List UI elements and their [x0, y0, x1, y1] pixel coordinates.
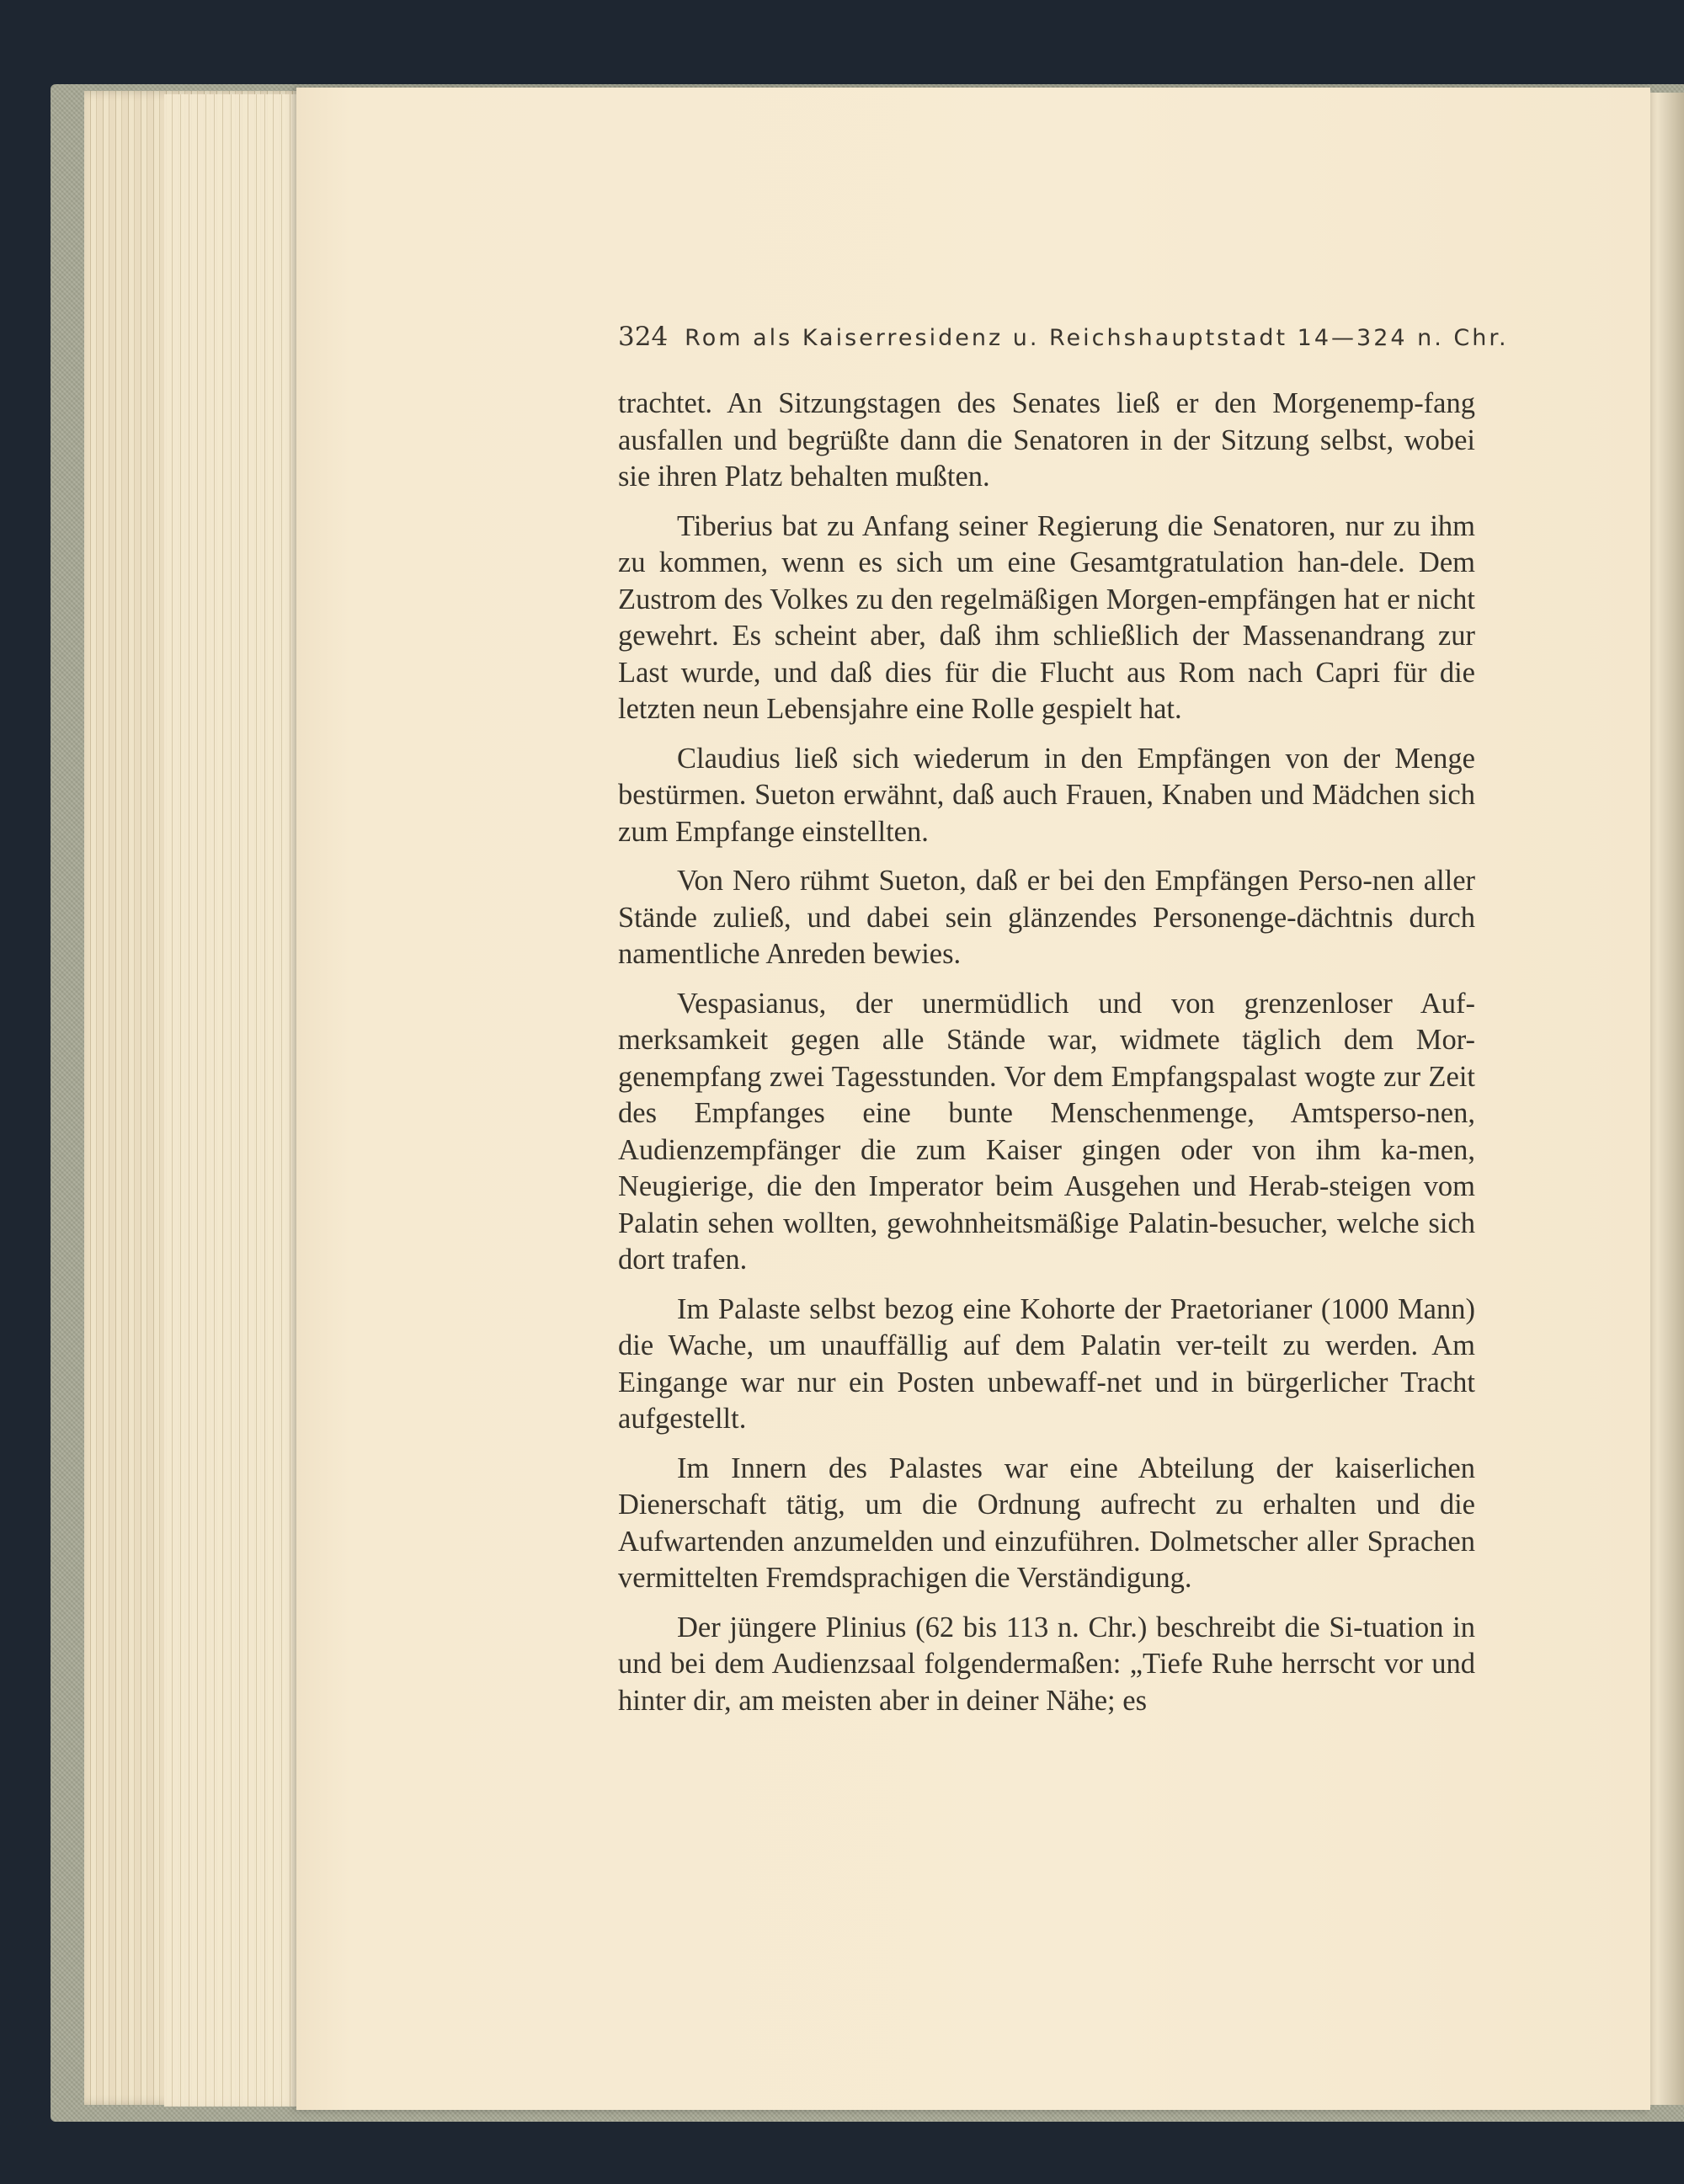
body-text: [618, 386, 1475, 1732]
page-number: 324: [618, 322, 669, 352]
paragraph: trachtet. An Sitzungstagen des Senates ließ er den Morgenemp-fang ausfallen und begrüßte dann die Senatoren in der Sitzung selbst, wobei sie ihren Platz behalten mußten.: [618, 387, 1475, 493]
running-title: Rom als Kaiserresidenz u. Reichshauptstadt 14—324 n. Chr.: [685, 325, 1509, 351]
paragraph: Tiberius bat zu Anfang seiner Regierung die Senatoren, nur zu ihm zu kommen, wenn es sich um eine Gesamtgratulation han-dele. Dem Zustrom des Volkes zu den regelmäßigen Morgen-empfängen hat er nicht gewehrt. Es scheint aber, daß ihm schließlich der Massenandrang zur Last wurde, und daß dies für die Flucht aus Rom nach Capri für die letzten neun Lebensjahre eine Rolle gespielt hat.: [618, 509, 1475, 725]
paragraph: Im Palaste selbst bezog eine Kohorte der Praetorianer (1000 Mann) die Wache, um unauffällig auf dem Palatin ver-teilt zu werden. Am Eingange war nur ein Posten unbewaff-net und in bürgerlicher Tracht aufgestellt.: [618, 1292, 1475, 1435]
page-header: [618, 322, 1509, 359]
paragraph: Von Nero rühmt Sueton, daß er bei den Empfängen Perso-nen aller Stände zuließ, und dabei sein glänzendes Personenge-dächtnis durch namentliche Anreden bewies.: [618, 865, 1475, 970]
paragraph: Claudius ließ sich wiederum in den Empfängen von der Menge bestürmen. Sueton erwähnt, daß auch Frauen, Knaben und Mädchen sich zum Empfange einstellten.: [618, 742, 1475, 848]
page-edges-inner: [164, 94, 312, 2107]
paragraph: Im Innern des Palastes war eine Abteilung der kaiserlichen Dienerschaft tätig, um die Ordnung aufrecht zu erhalten und die Aufwartenden anzumelden und einzuführen. Dolmetscher aller Sprachen vermittelten Fremdsprachigen die Verständigung.: [618, 1452, 1475, 1594]
paragraph: Vespasianus, der unermüdlich und von grenzenloser Auf-merksamkeit gegen alle Stände war, widmete täglich dem Mor-genempfang zwei Tagesstunden. Vor dem Empfangspalast wogte zur Zeit des Empfanges eine bunte Menschenmenge, Amtsperso-nen, Audienzempfänger die zum Kaiser gingen oder von ihm ka-men, Neugierige, die den Imperator beim Ausgehen und Herab-steigen vom Palatin sehen wollten, gewohnheitsmäßige Palatin-besucher, welche sich dort trafen.: [618, 987, 1475, 1276]
paragraph: Der jüngere Plinius (62 bis 113 n. Chr.) beschreibt die Si-tuation in und bei dem Audienzsaal folgendermaßen: „Tiefe Ruhe herrscht vor und hinter dir, am meisten aber in deiner Nähe; es: [618, 1611, 1475, 1717]
